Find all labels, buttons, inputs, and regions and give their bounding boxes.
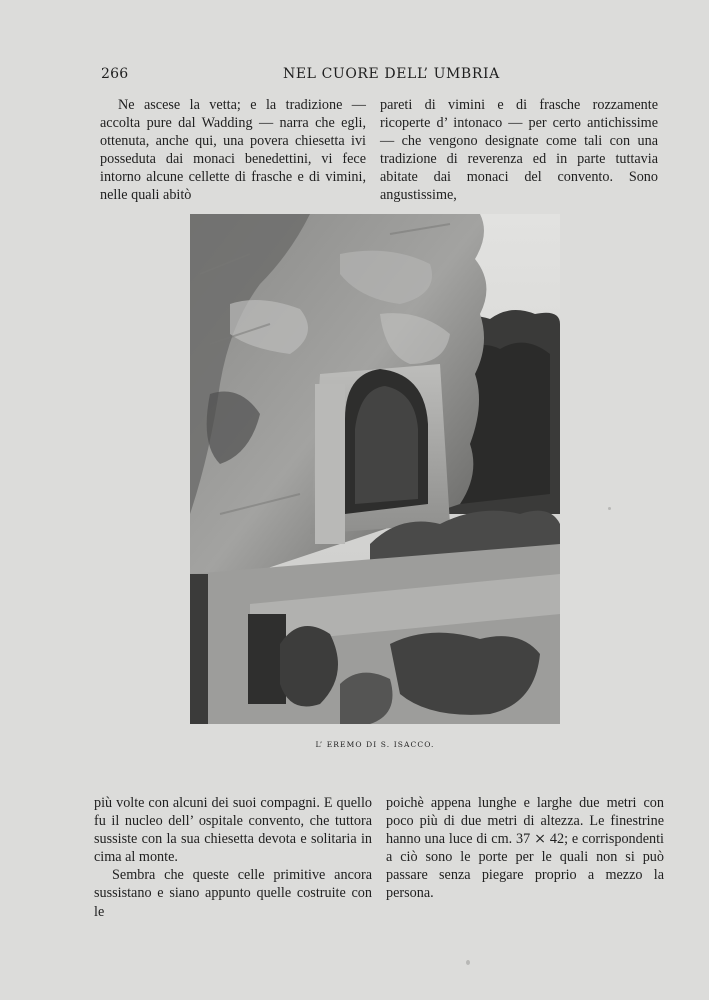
paragraph: Ne ascese la vetta; e la tradizione — accolta pure dal Wadding — narra che egli, ottenuta, anche qui, una povera chiesetta ivi posseduta dai monaci benedettini, vi fece intorno alcune cellette di frasche e di vimini, nelle quali abitò bbox=[100, 97, 366, 204]
paragraph: pareti di vimini e di frasche rozzamente ricoperte d’ intonaco — per certo antichissime — che vengono designate come tali con una tradizione di reverenza ed in parte tuttavia abitate dai monaci del convento. Sono angustissime, bbox=[380, 97, 658, 204]
paper-speck bbox=[608, 507, 611, 510]
running-title: NEL CUORE DELL’ UMBRIA bbox=[283, 66, 500, 82]
paper-speck bbox=[466, 960, 470, 965]
paragraph: poichè appena lunghe e larghe due metri con poco più di due metri di altezza. Le finestrine hanno una luce di cm. 37 ⨯ 42; e corrispondenti a ciò sono le porte per le quali non si può passare senza piegare proprio a mezzo la persona. bbox=[386, 795, 664, 902]
paragraph: più volte con alcuni dei suoi compagni. E quello fu il nucleo dell’ ospitale convento, che tuttora sussiste con la sua chiesetta devota e solitaria in cima al monte. bbox=[94, 795, 372, 866]
figure-caption: L’ EREMO DI S. ISACCO. bbox=[315, 740, 435, 749]
text-column-top-right bbox=[380, 96, 658, 205]
text-column-bottom-left bbox=[94, 794, 372, 921]
text-column-bottom-right bbox=[386, 794, 664, 903]
paragraph: Sembra che queste celle primitive ancora sussistano e siano appunto quelle costruite con le bbox=[94, 867, 372, 920]
text-column-top-left bbox=[100, 96, 366, 205]
page-number: 266 bbox=[101, 66, 129, 82]
hermitage-photograph bbox=[190, 214, 560, 724]
